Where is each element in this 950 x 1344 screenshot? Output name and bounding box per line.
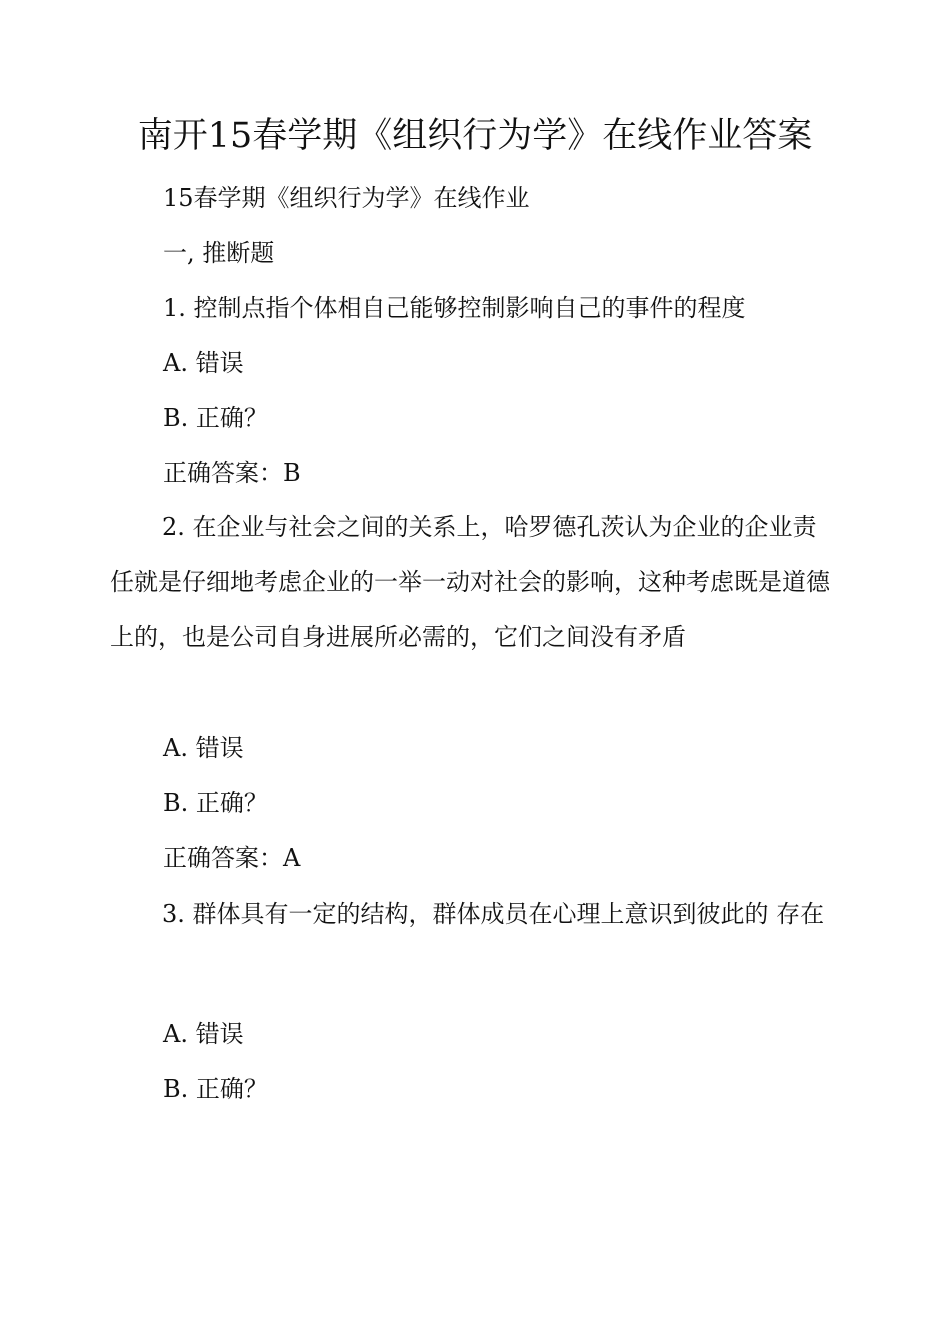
question-3-option-a: A. 错误 xyxy=(163,1020,244,1048)
question-1-text: 1. 控制点指个体相自己能够控制影响自己的事件的程度 xyxy=(163,294,746,322)
question-3-text: 3. 群体具有一定的结构，群体成员在心理上意识到彼此的 存在 xyxy=(162,900,825,928)
question-2-option-a: A. 错误 xyxy=(163,734,244,762)
question-1-option-b: B. 正确？ xyxy=(163,404,268,432)
question-3-option-b: B. 正确？ xyxy=(163,1075,268,1103)
question-2-text: 2. 在企业与社会之间的关系上，哈罗德孔茨认为企业的企业责任就是仔细地考虑企业的一举一动对社会的影响，这种考虑既是道德上的，也是公司自身进展所必需的，它们之间没有矛盾 xyxy=(110,513,830,651)
document-title: 南开15春学期《组织行为学》在线作业答案 xyxy=(137,116,813,156)
section-heading: 一, 推断题 xyxy=(163,239,275,267)
question-1-answer: 正确答案：B xyxy=(163,459,301,487)
question-2-answer: 正确答案：A xyxy=(163,844,301,872)
question-2-option-b: B. 正确？ xyxy=(163,789,268,817)
question-1-option-a: A. 错误 xyxy=(163,349,244,377)
document-subtitle: 15春学期《组织行为学》在线作业 xyxy=(163,184,530,212)
